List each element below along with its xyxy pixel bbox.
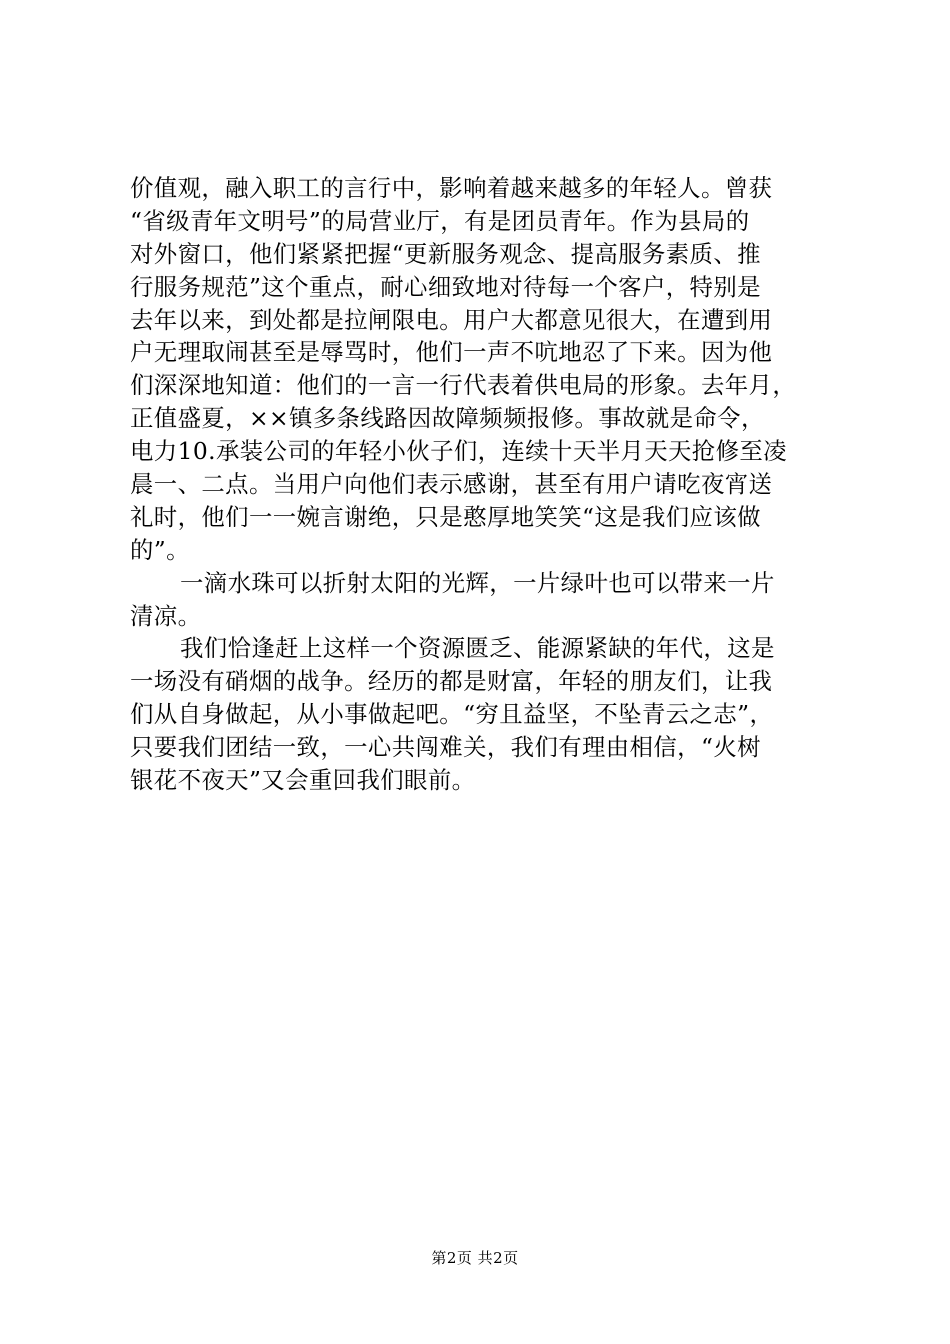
paragraph-1-line-7: 们深深地知道：他们的一言一行代表着供电局的形象。去年月， xyxy=(130,371,797,400)
paragraph-3-line-2: 一场没有硝烟的战争。经历的都是财富，年轻的朋友们，让我 xyxy=(130,667,773,696)
paragraph-3-line-5: 银花不夜天”又会重回我们眼前。 xyxy=(130,766,476,795)
paragraph-1-line-9: 电力10.承装公司的年轻小伙子们，连续十天半月天天抢修至凌 xyxy=(130,437,787,466)
paragraph-3-line-3: 们从自身做起，从小事做起吧。“穷且益坚，不坠青云之志”， xyxy=(130,700,774,729)
paragraph-1-line-8: 正值盛夏，××镇多条线路因故障频频报修。事故就是命令， xyxy=(130,404,765,433)
paragraph-1-line-1: 价值观，融入职工的言行中，影响着越来越多的年轻人。曾获 xyxy=(130,174,773,202)
paragraph-1-line-2: “省级青年文明号”的局营业厅，有是团员青年。作为县局的 xyxy=(130,206,750,235)
paragraph-2-line-2: 清凉。 xyxy=(130,601,202,630)
paragraph-1-line-5: 去年以来，到处都是拉闸限电。用户大都意见很大，在遭到用 xyxy=(130,305,773,334)
paragraph-3-line-4: 只要我们团结一致，一心共闯难关，我们有理由相信，“火树 xyxy=(130,733,761,762)
paragraph-1-line-10: 晨一、二点。当用户向他们表示感谢，甚至有用户请吃夜宵送 xyxy=(130,470,773,499)
paragraph-2-line-1: 一滴水珠可以折射太阳的光辉，一片绿叶也可以带来一片 xyxy=(180,568,775,597)
page-number-label: 第2页 共2页 xyxy=(431,1249,519,1267)
paragraph-3-line-1: 我们恰逢赶上这样一个资源匮乏、能源紧缺的年代，这是 xyxy=(180,634,775,663)
paragraph-1-line-11: 礼时，他们一一婉言谢绝，只是憨厚地笑笑“这是我们应该做 xyxy=(130,502,761,531)
page-footer xyxy=(0,1248,950,1268)
paragraph-1-line-4: 行服务规范”这个重点，耐心细致地对待每一个客户，特别是 xyxy=(130,272,761,301)
paragraph-1-line-3: 对外窗口，他们紧紧把握“更新服务观念、提高服务素质、推 xyxy=(130,239,761,268)
paragraph-1-line-12: 的”。 xyxy=(130,535,190,564)
paragraph-1-line-6: 户无理取闹甚至是辱骂时，他们一声不吭地忍了下来。因为他 xyxy=(130,338,773,367)
body-text xyxy=(130,172,834,797)
